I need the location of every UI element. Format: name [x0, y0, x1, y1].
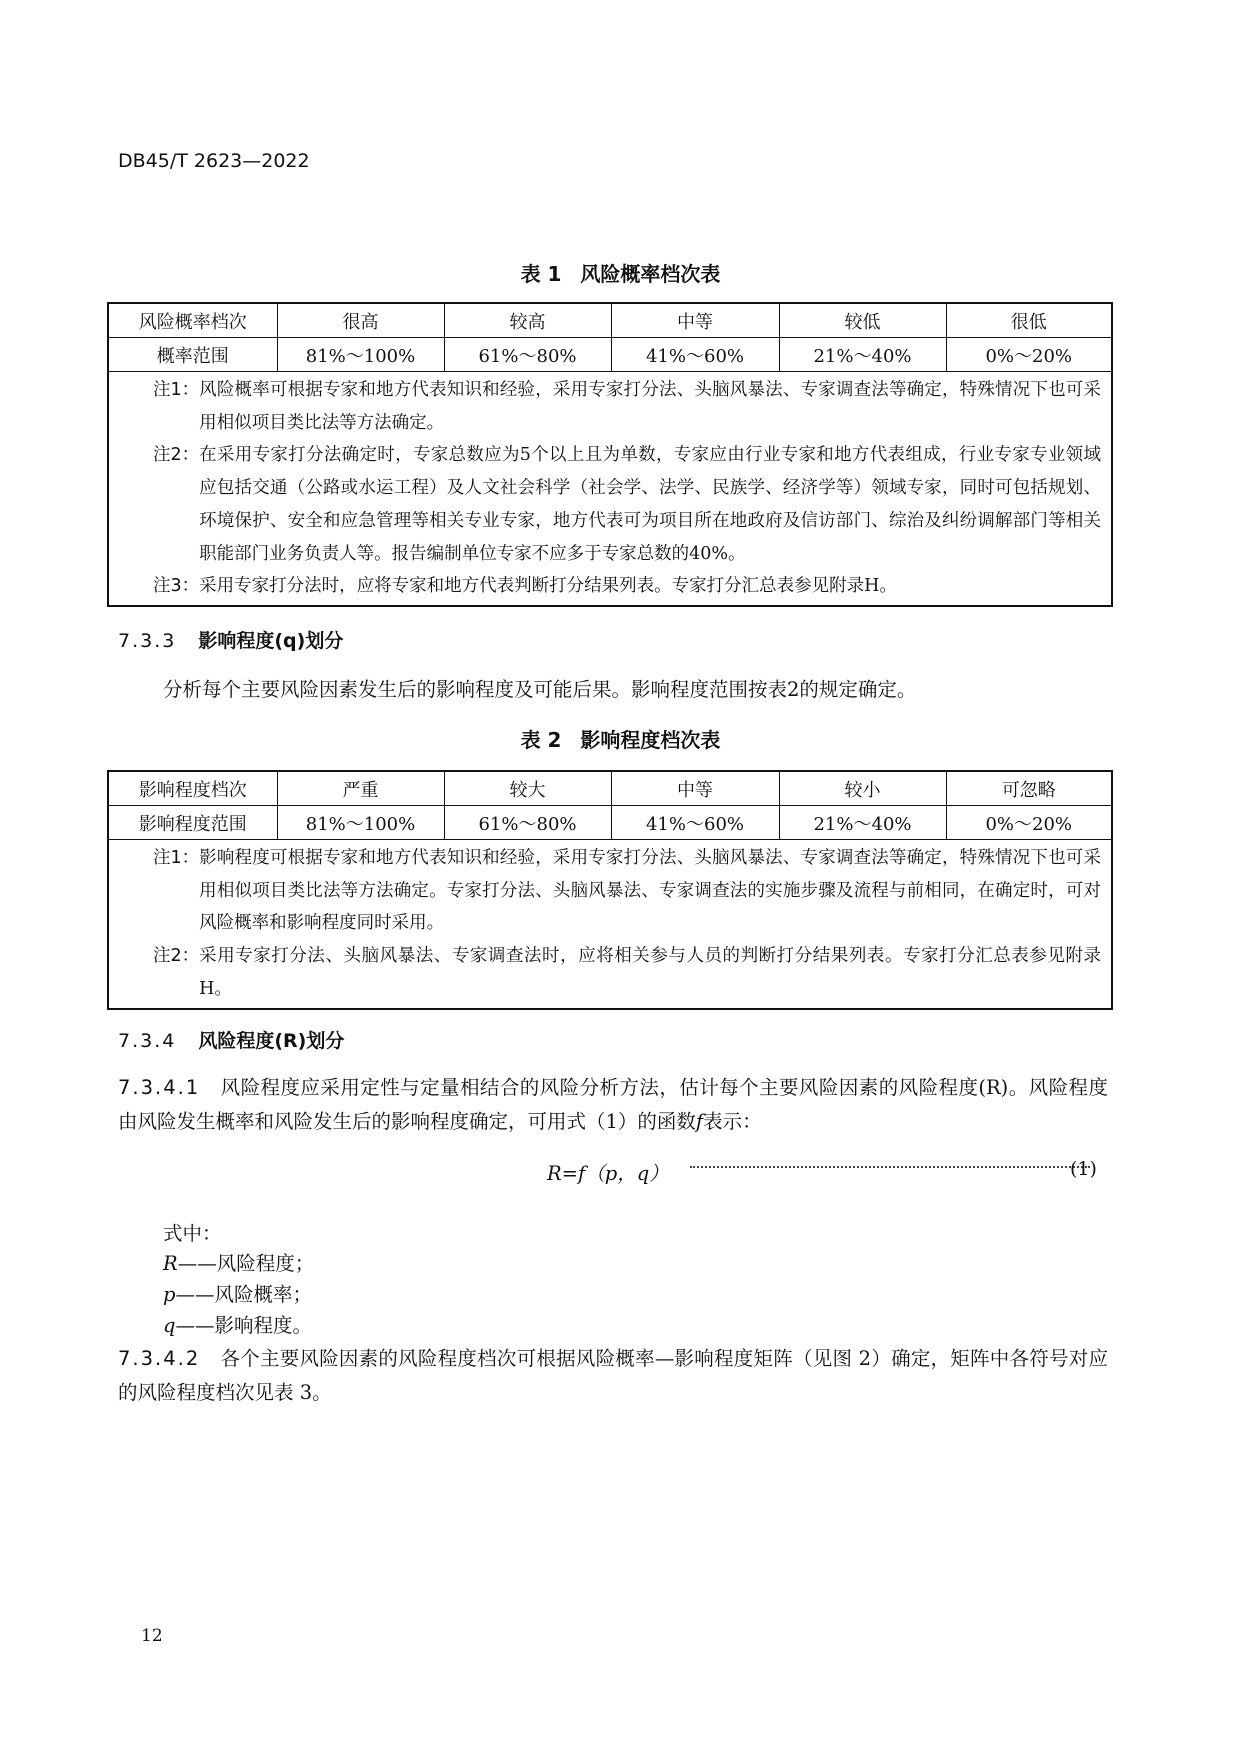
table-cell: 0%～20% [946, 338, 1112, 372]
where-symbol: p [163, 1283, 176, 1306]
table-cell: 中等 [611, 771, 779, 806]
paragraph-7-3-4-2 [118, 1342, 1108, 1410]
table-cell: 很低 [946, 303, 1112, 338]
note-text: 采用专家打分法时，应将专家和地方代表判断打分结果列表。专家打分汇总表参见附录H。 [199, 576, 897, 597]
table-cell: 严重 [277, 771, 444, 806]
table-cell: 较大 [444, 771, 611, 806]
table-notes [108, 840, 1112, 1009]
table-note [153, 374, 1101, 439]
table-cell: 可忽略 [946, 771, 1112, 806]
table1-caption [0, 258, 1241, 287]
section-number: 7.3.3 [118, 630, 177, 652]
note-text: 风险概率可根据专家和地方代表知识和经验，采用专家打分法、头脑风暴法、专家调查法等确定，特殊情况下也可采用相似项目类比法等方法确定。 [199, 380, 1101, 433]
table-note [153, 439, 1101, 570]
table-cell: 概率范围 [108, 338, 277, 372]
table-cell: 41%～60% [611, 806, 779, 840]
where-desc: ——影响程度。 [175, 1314, 312, 1337]
table-row-range [108, 338, 1112, 372]
page-number: 12 [141, 1626, 163, 1646]
table-cell: 很高 [277, 303, 444, 338]
table-notes [108, 372, 1112, 606]
section-title: 风险程度(R)划分 [198, 1030, 345, 1052]
clause-text-end: 表示： [703, 1110, 762, 1133]
note-text: 采用专家打分法、头脑风暴法、专家调查法时，应将相关参与人员的判断打分结果列表。专家打分汇总表参见附录H。 [199, 946, 1101, 999]
table-cell: 较低 [779, 303, 946, 338]
table-cell: 21%～40% [779, 338, 946, 372]
table-notes-row [108, 840, 1112, 1009]
table-row-range [108, 806, 1112, 840]
clause-number: 7.3.4.2 [118, 1347, 201, 1370]
section-title: 影响程度(q)划分 [198, 630, 344, 652]
table-cell: 21%～40% [779, 806, 946, 840]
where-item [163, 1248, 314, 1276]
table2-caption [0, 724, 1241, 753]
table1-caption-title: 风险概率档次表 [580, 262, 721, 286]
table-note [153, 570, 1101, 603]
table-cell: 61%～80% [444, 338, 611, 372]
note-text: 在采用专家打分法确定时，专家总数应为5个以上且为单数，专家应由行业专家和地方代表组成，行业专家专业领域应包括交通（公路或水运工程）及人文社会科学（社会学、法学、民族学、经济学等）领域专家，同时可包括规划、环境保护、安全和应急管理等相关专业专家，地方代表可为项目所在地政府及信访部门、综治及纠纷调解部门等相关职能部门业务负责人等。报告编制单位专家不应多于专家总数的40%。 [199, 445, 1101, 564]
table-cell: 61%～80% [444, 806, 611, 840]
note-label: 注3： [153, 576, 200, 597]
formula-number: (1) [1070, 1158, 1097, 1180]
clause-text: 各个主要风险因素的风险程度档次可根据风险概率—影响程度矩阵（见图 2）确定，矩阵中各符号对应的风险程度档次见表 3。 [118, 1347, 1108, 1404]
table1-caption-number: 表 1 [520, 262, 562, 286]
note-label: 注1： [153, 848, 200, 868]
note-text: 影响程度可根据专家和地方代表知识和经验，采用专家打分法、头脑风暴法、专家调查法等确定，特殊情况下也可采用相似项目类比法等方法确定。专家打分法、头脑风暴法、专家调查法的实施步骤及流程与前相同，在确定时，可对风险概率和影响程度同时采用。 [199, 848, 1101, 934]
table2-caption-title: 影响程度档次表 [580, 728, 721, 752]
table-cell: 0%～20% [946, 806, 1112, 840]
note-label: 注2： [153, 946, 200, 967]
note-label: 注1： [153, 380, 200, 400]
table-cell: 41%～60% [611, 338, 779, 372]
function-symbol: f [695, 1110, 704, 1133]
table-cell: 81%～100% [277, 338, 444, 372]
table-note [153, 842, 1101, 940]
where-symbol: R [163, 1252, 178, 1275]
table-row-header [108, 771, 1112, 806]
where-symbol: q [163, 1314, 176, 1337]
table-cell: 影响程度档次 [108, 771, 277, 806]
note-label: 注2： [153, 445, 200, 466]
table-cell: 中等 [611, 303, 779, 338]
table-note [153, 940, 1101, 1005]
section-7-3-4-heading [118, 1026, 344, 1053]
paragraph-7-3-4-1 [118, 1071, 1108, 1139]
table2-impact-degree [107, 770, 1113, 1010]
table-cell: 81%～100% [277, 806, 444, 840]
table1-risk-probability [107, 302, 1113, 607]
where-item [163, 1279, 312, 1307]
where-intro: 式中： [163, 1222, 222, 1245]
table-cell: 较高 [444, 303, 611, 338]
table2-caption-number: 表 2 [520, 728, 562, 752]
table-row-header [108, 303, 1112, 338]
clause-number: 7.3.4.1 [118, 1076, 201, 1099]
where-item [163, 1310, 312, 1338]
table-cell: 风险概率档次 [108, 303, 277, 338]
section-7-3-3-heading [118, 626, 343, 653]
where-desc: ——风险程度； [177, 1252, 315, 1275]
document-id-header: DB45/T 2623—2022 [118, 150, 310, 172]
table-cell: 影响程度范围 [108, 806, 277, 840]
section-number: 7.3.4 [118, 1030, 177, 1052]
where-desc: ——风险概率； [175, 1283, 312, 1306]
formula-leader-dots [690, 1160, 1090, 1168]
formula-expression: R=f（p，q） [547, 1162, 669, 1185]
clause-text: 风险程度应采用定性与定量相结合的风险分析方法，估计每个主要风险因素的风险程度(R)。风险程度由风险发生概率和风险发生后的影响程度确定，可用式（1）的函数 [118, 1076, 1108, 1133]
table-notes-row [108, 372, 1112, 606]
section-7-3-3-paragraph: 分析每个主要风险因素发生后的影响程度及可能后果。影响程度范围按表2的规定确定。 [163, 678, 917, 701]
table-cell: 较小 [779, 771, 946, 806]
